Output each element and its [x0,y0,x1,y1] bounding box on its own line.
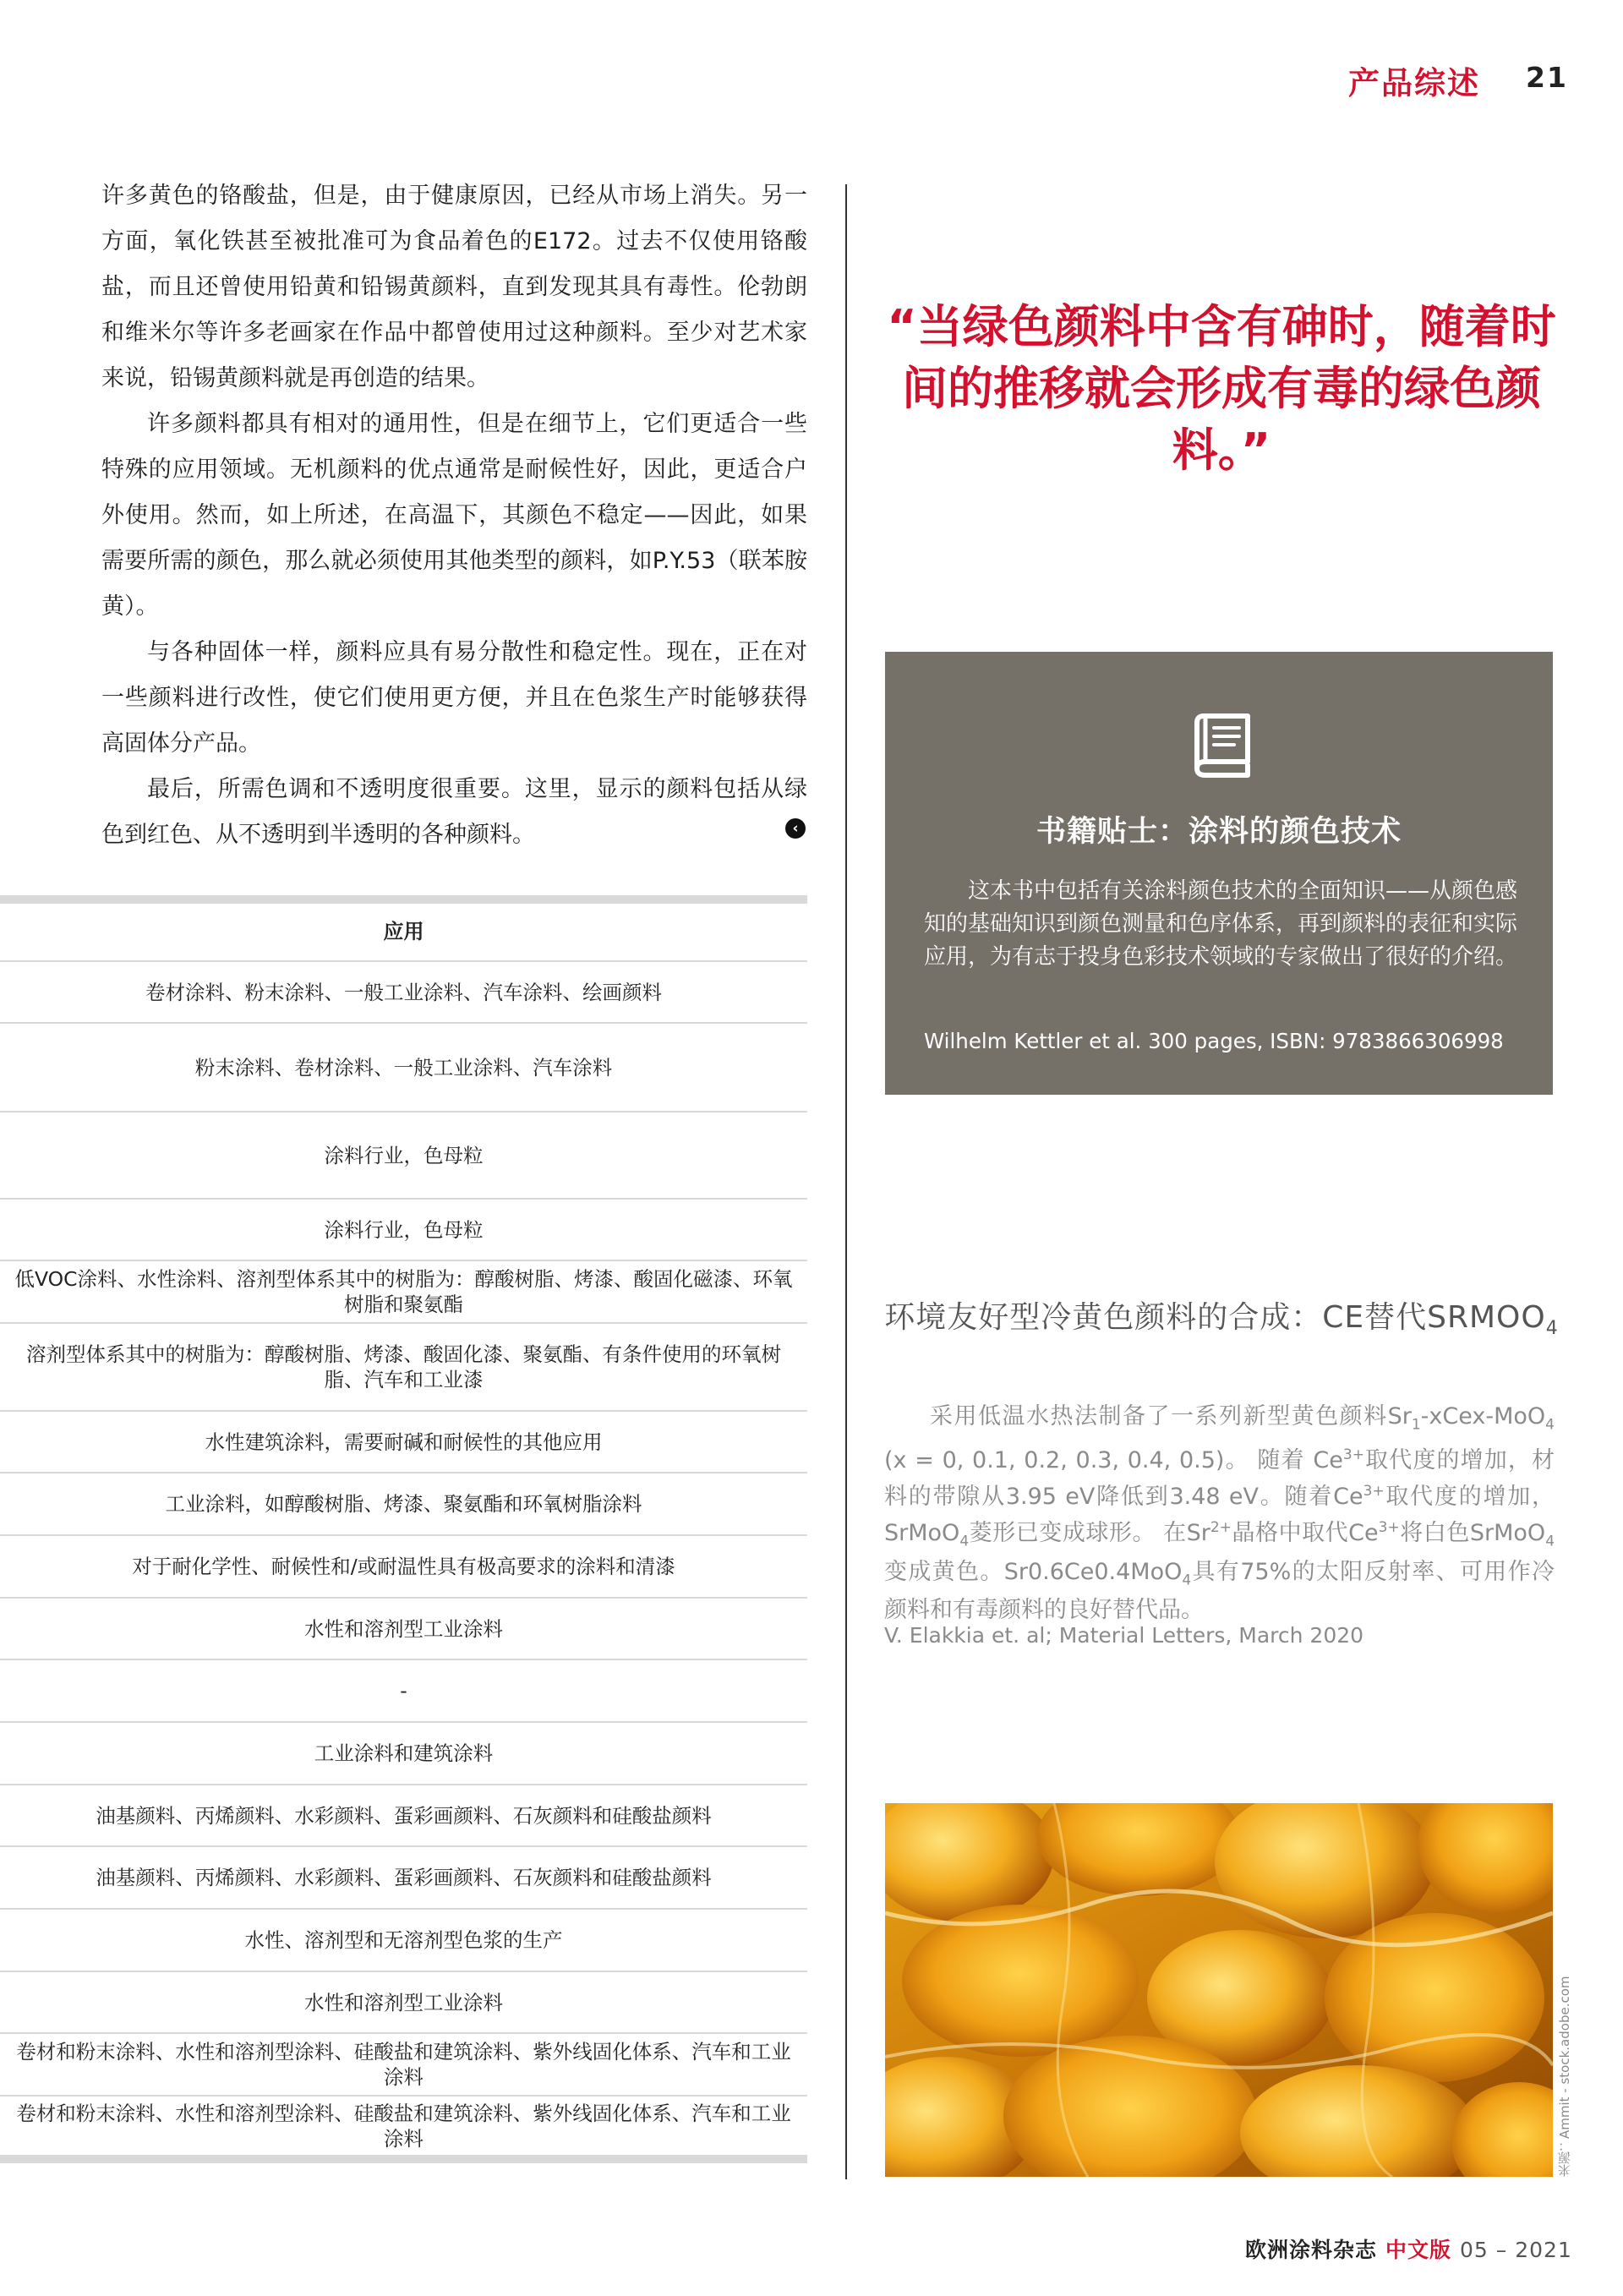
photo-credit: 来源：Ammit - stock.adobe.com [1557,1976,1572,2177]
book-tip-title: 书籍贴士：涂料的颜色技术 [1036,815,1402,849]
body-text [101,173,807,858]
paragraph: 与各种固体一样，颜料应具有易分散性和稳定性。现在，正在对一些颜料进行改性，使它们使用更方便，并且在色浆生产时能够获得高固体分产品。 [101,639,807,757]
footer-magazine: 欧洲涂料杂志 [1245,2238,1378,2262]
applications-table [0,895,807,2163]
table-row: 粉末涂料、卷材涂料、一般工业涂料、汽车涂料 [0,1024,807,1112]
subscript: 4 [959,1533,970,1550]
pigment-rocks-illustration [885,1803,1553,2177]
article-citation: V. Elakkia et. al; Material Letters, March 2020 [884,1623,1364,1648]
table-row: 水性和溶剂型工业涂料 [0,1599,807,1660]
text-run: 采用低温水热法制备了一系列新型黄色颜料Sr [930,1403,1412,1430]
book-tip-description: 这本书中包括有关涂料颜色技术的全面知识——从颜色感知的基础知识到颜色测量和色序体系，再到颜料的表征和实际应用，为有志于投身色彩技术领域的专家做出了很好的介绍。 [924,878,1518,970]
book-tip-box [885,652,1553,1095]
table-row: 水性和溶剂型工业涂料 [0,1972,807,2034]
paragraph: 许多黄色的铬酸盐，但是，由于健康原因，已经从市场上消失。另一方面，氧化铁甚至被批准可为食品着色的E172。过去不仅使用铬酸盐，而且还曾使用铅黄和铅锡黄颜料，直到发现其具有毒性。伦勃朗和维米尔等许多老画家在作品中都曾使用过这种颜料。至少对艺术家来说，铅锡黄颜料就是再创造的结果。 [101,183,807,391]
subscript: 1 [1411,1416,1421,1434]
text-run: 变成黄色。Sr0.6Ce0.4MoO [884,1558,1183,1585]
table-row: 水性建筑涂料，需要耐碱和耐候性的其他应用 [0,1412,807,1473]
text-run: (x = 0, 0.1, 0.2, 0.3, 0.4, 0.5)。 随着 Ce [884,1447,1343,1474]
text-run: 晶格中取代Ce [1231,1520,1379,1547]
table-row: 溶剂型体系其中的树脂为：醇酸树脂、烤漆、酸固化漆、聚氨酯、有条件使用的环氧树脂、汽车和工业漆 [0,1324,807,1412]
page-number: 21 [1526,61,1568,94]
pull-quote: “当绿色颜料中含有砷时，随着时间的推移就会形成有毒的绿色颜料。” [887,300,1556,477]
table-row: 油基颜料、丙烯颜料、水彩颜料、蛋彩画颜料、石灰颜料和硅酸盐颜料 [0,1785,807,1847]
footer [1245,2233,1572,2264]
text-run: 菱形已变成球形。 在Sr [969,1520,1210,1547]
footer-edition: 中文版 [1385,2238,1452,2262]
paragraph: 许多颜料都具有相对的通用性，但是在细节上，它们更适合一些特殊的应用领域。无机颜料的优点通常是耐候性好，因此，更适合户外使用。然而，如上所述，在高温下，其颜色不稳定——因此，如果需要所需的颜色，那么就必须使用其他类型的颜料，如P.Y.53（联苯胺黄）。 [101,411,807,620]
book-tip-citation: Wilhelm Kettler et al. 300 pages, ISBN: 9783866306998 [924,1029,1504,1053]
table-row: - [0,1660,807,1723]
table-row: 对于耐化学性、耐候性和/或耐温性具有极高要求的涂料和清漆 [0,1536,807,1599]
article-title [883,1298,1560,1348]
article-title-text: 环境友好型冷黄色颜料的合成：CE替代SRMOO [884,1300,1546,1335]
table-row: 工业涂料，如醇酸树脂、烤漆、聚氨酯和环氧树脂涂料 [0,1473,807,1536]
table-row: 低VOC涂料、水性涂料、溶剂型体系其中的树脂为：醇酸树脂、烤漆、酸固化磁漆、环氧树脂和聚氨酯 [0,1261,807,1324]
book-icon [1185,709,1258,782]
text-run: -xCex-MoO [1420,1403,1546,1430]
table-bottom-rule [0,2157,807,2163]
subscript: 4 [1545,1416,1555,1434]
subscript: 4 [1545,1533,1555,1550]
superscript: 3+ [1363,1483,1385,1501]
text-run: 取代度的增加，SrMoO [884,1484,1555,1547]
article-body [884,1402,1555,1626]
table-row: 卷材涂料、粉末涂料、一般工业涂料、汽车涂料、绘画颜料 [0,962,807,1024]
article-title-subscript: 4 [1545,1318,1559,1339]
table-row: 涂料行业，色母粒 [0,1112,807,1200]
footer-issue: 05 – 2021 [1460,2238,1572,2262]
table-row: 工业涂料和建筑涂料 [0,1723,807,1785]
table-row: 卷材和粉末涂料、水性和溶剂型涂料、硅酸盐和建筑涂料、紫外线固化体系、汽车和工业涂料 [0,2096,807,2157]
table-row: 涂料行业，色母粒 [0,1200,807,1261]
subscript: 4 [1182,1572,1192,1589]
superscript: 3+ [1378,1519,1400,1537]
table-row: 卷材和粉末涂料、水性和溶剂型涂料、硅酸盐和建筑涂料、紫外线固化体系、汽车和工业涂料 [0,2034,807,2096]
table-row: 水性、溶剂型和无溶剂型色浆的生产 [0,1910,807,1972]
text-run: 将白色SrMoO [1399,1520,1546,1547]
yellow-pigment-photo [885,1803,1553,2177]
table-top-rule [0,895,807,904]
superscript: 3+ [1342,1446,1364,1464]
text-run: 具有75%的太阳反射率、可用作冷颜料和有毒颜料的良好替代品。 [884,1558,1555,1624]
table-row: 油基颜料、丙烯颜料、水彩颜料、蛋彩画颜料、石灰颜料和硅酸盐颜料 [0,1847,807,1910]
text-run: 取代度的增加，材料的带隙从3.95 eV降低到3.48 eV。随着Ce [884,1447,1555,1511]
section-title: 产品综述 [1348,65,1480,101]
superscript: 2+ [1210,1519,1232,1537]
column-divider [845,184,847,2179]
continue-arrow-icon[interactable]: ‹ [785,818,806,839]
table-header: 应用 [0,904,807,962]
paragraph: 最后，所需色调和不透明度很重要。这里，显示的颜料包括从绿色到红色、从不透明到半透明的各种颜料。 [101,776,807,848]
